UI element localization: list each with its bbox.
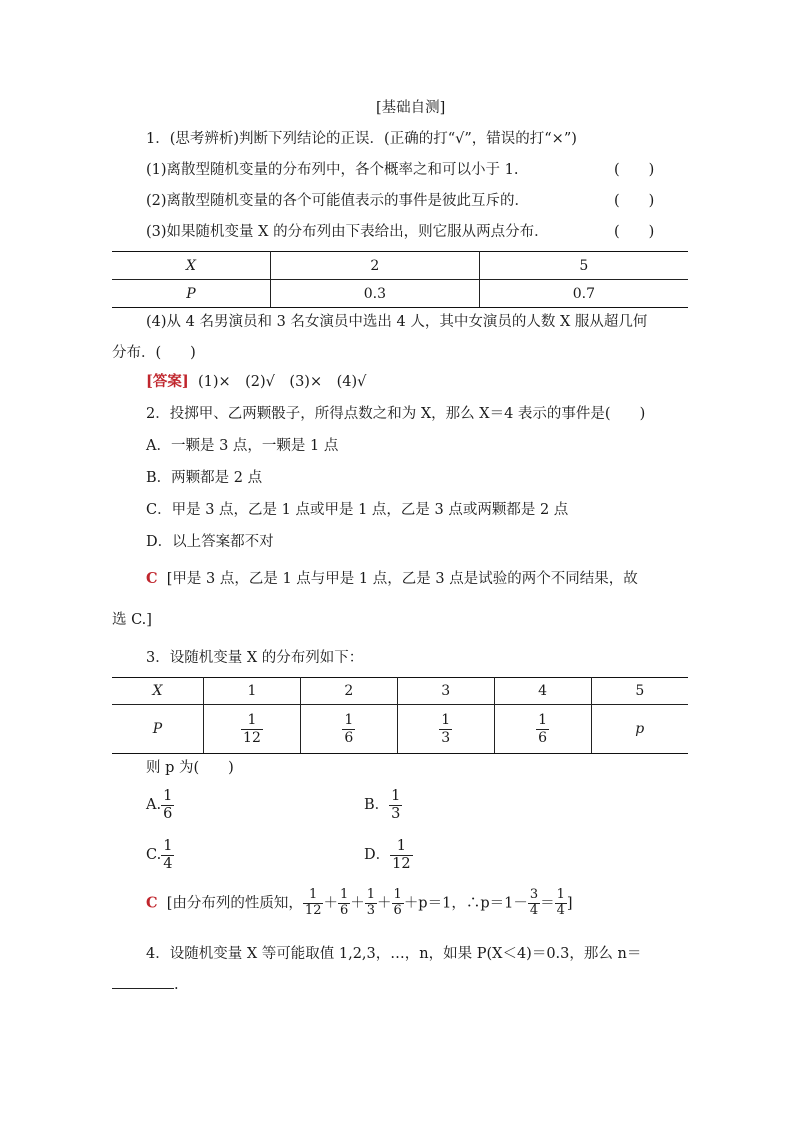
q3-answer-letter: C [146, 894, 158, 912]
q1-item-1-bracket: ( ) [614, 162, 655, 178]
q3-distribution-table [112, 677, 688, 754]
q3-option-c: C. $\frac{1}{4}$ [146, 838, 173, 872]
q3-table-header-cell: 4 [494, 678, 591, 705]
q1-table-value-cell: 0.3 [271, 280, 480, 308]
q3-table-header-cell: 3 [397, 678, 494, 705]
q3-stem: 3．设随机变量 X 的分布列如下： [146, 650, 364, 666]
q3-option-a: A. $\frac{1}{6}$ [146, 788, 173, 822]
q3-option-d: D． $\frac{1}{12}$ [364, 838, 411, 872]
q1-distribution-table [112, 251, 688, 308]
answer-label: [答案] [146, 373, 189, 390]
q4-answer-blank: . [112, 974, 179, 995]
q1-item-2-bracket: ( ) [614, 193, 655, 209]
q1-item-4-line2: 分布．( ) [112, 345, 196, 361]
q1-stem: 1．(思考辨析)判断下列结论的正误．(正确的打“√”，错误的打“×”) [146, 131, 577, 147]
q3-table-p-label: P [112, 705, 204, 754]
q3-table-fraction-cell: $\frac{1}{12}$ [204, 705, 301, 754]
q1-item-3: (3)如果随机变量 X 的分布列由下表给出，则它服从两点分布． [146, 224, 549, 240]
q3-table-header-cell: 5 [591, 678, 688, 705]
q1-answer-text: (1)× (2)√ (3)× (4)√ [197, 374, 367, 390]
q2-explanation-line1 [146, 569, 638, 589]
q1-item-1: (1)离散型随机变量的分布列中，各个概率之和可以小于 1. [146, 162, 519, 178]
fill-in-blank[interactable] [112, 974, 174, 989]
q1-table-header-cell: 2 [271, 252, 480, 280]
q2-option-b: B．两颗都是 2 点 [146, 470, 263, 486]
q2-option-c: C．甲是 3 点，乙是 1 点或甲是 1 点，乙是 3 点或两颗都是 2 点 [146, 502, 569, 518]
q1-table-p-label: P [112, 280, 271, 308]
q3-question: 则 p 为( ) [146, 760, 234, 776]
q2-answer-letter: C [146, 570, 158, 587]
q3-explanation: C [由分布列的性质知， $\frac{1}{12}$ ＋ $\frac{1}{6}$ ＋ $\frac{1}{3}$ ＋ $\frac{1}{6}$ ＋p＝1，∴p＝1－ $\frac{3}{4}$ ＝ $\frac{1}{4}$ ] [146, 887, 573, 918]
q2-explanation-text: [甲是 3 点，乙是 1 点与甲是 1 点，乙是 3 点是试验的两个不同结果，故 [166, 571, 638, 587]
q2-option-d: D．以上答案都不对 [146, 534, 274, 550]
q3-table-header-x: X [112, 678, 204, 705]
q2-stem: 2．投掷甲、乙两颗骰子，所得点数之和为 X，那么 X＝4 表示的事件是( ) [146, 406, 646, 422]
section-title: [基础自测] [376, 100, 446, 116]
q2-option-a: A．一颗是 3 点，一颗是 1 点 [146, 438, 339, 454]
q4-stem: 4．设随机变量 X 等可能取值 1,2,3，…，n，如果 P(X＜4)＝0.3，那么 n＝ [146, 946, 642, 962]
q3-table-fraction-cell: $\frac{1}{6}$ [494, 705, 591, 754]
q3-table-fraction-cell: $\frac{1}{6}$ [300, 705, 397, 754]
q1-table-header-cell: 5 [479, 252, 688, 280]
q1-table-value-cell: 0.7 [479, 280, 688, 308]
q3-table-fraction-cell: $\frac{1}{3}$ [397, 705, 494, 754]
q3-option-b: B． $\frac{1}{3}$ [364, 788, 401, 822]
q3-table-unknown-p: p [591, 705, 688, 754]
q3-table-header-cell: 2 [300, 678, 397, 705]
q1-item-2: (2)离散型随机变量的各个可能值表示的事件是彼此互斥的． [146, 193, 530, 209]
q1-table-header-x: X [112, 252, 271, 280]
q1-answer [146, 372, 366, 392]
q1-item-3-bracket: ( ) [614, 224, 655, 240]
q3-table-header-cell: 1 [204, 678, 301, 705]
q2-explanation-line2: 选 C.] [112, 612, 152, 628]
q1-item-4-line1: (4)从 4 名男演员和 3 名女演员中选出 4 人，其中女演员的人数 X 服从超几何 [146, 314, 648, 330]
